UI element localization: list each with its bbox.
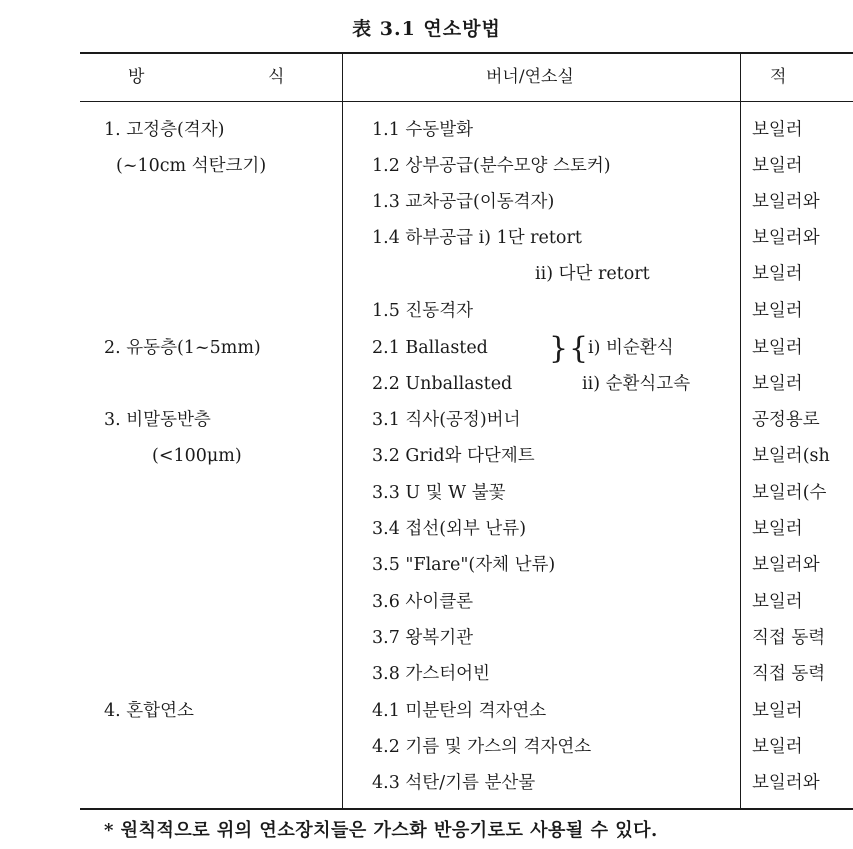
burner-row: 1.4 하부공급 i) 1단 retort bbox=[372, 228, 582, 248]
method-fixed-bed: 1. 고정층(격자) bbox=[104, 120, 225, 140]
header-application: 적 bbox=[770, 67, 787, 87]
burner-row: 2.1 Ballasted bbox=[372, 338, 488, 358]
method-mixed-combustion: 4. 혼합연소 bbox=[104, 701, 194, 721]
fluidized-type-1: i) 비순환식 bbox=[588, 338, 674, 358]
burner-row: 1.2 상부공급(분수모양 스토커) bbox=[372, 156, 611, 176]
application-cell: 보일러 bbox=[752, 519, 803, 539]
application-cell: 보일러와 bbox=[752, 228, 820, 248]
application-cell: 보일러 bbox=[752, 701, 803, 721]
application-cell: 보일러와 bbox=[752, 773, 820, 793]
burner-row: 4.2 기름 및 가스의 격자연소 bbox=[372, 737, 592, 757]
application-cell: 보일러와 bbox=[752, 192, 820, 212]
application-cell: 보일러와 bbox=[752, 555, 820, 575]
burner-row: 3.6 사이클론 bbox=[372, 592, 474, 612]
burner-row: 3.1 직사(공정)버너 bbox=[372, 410, 521, 430]
burner-row: 2.2 Unballasted bbox=[372, 374, 513, 394]
burner-row: 3.7 왕복기관 bbox=[372, 628, 474, 648]
table-header-rule bbox=[80, 101, 853, 102]
method-entrained-bed-size: (<100μm) bbox=[152, 446, 242, 466]
burner-row: 1.1 수동발화 bbox=[372, 120, 474, 140]
burner-row: 1.5 진동격자 bbox=[372, 301, 474, 321]
table-bottom-rule bbox=[80, 808, 853, 810]
application-cell: 보일러 bbox=[752, 374, 803, 394]
burner-row: 4.1 미분탄의 격자연소 bbox=[372, 701, 547, 721]
application-cell: 보일러 bbox=[752, 156, 803, 176]
application-cell: 직접 동력 bbox=[752, 628, 826, 648]
application-cell: 보일러 bbox=[752, 301, 803, 321]
application-cell: 직접 동력 bbox=[752, 664, 826, 684]
method-fixed-bed-size: (~10cm 석탄크기) bbox=[116, 156, 267, 176]
left-brace: { bbox=[569, 331, 589, 366]
burner-row: 3.4 접선(외부 난류) bbox=[372, 519, 527, 539]
application-cell: 보일러 bbox=[752, 120, 803, 140]
burner-row: 4.3 석탄/기름 분산물 bbox=[372, 773, 536, 793]
table-title: 表 3.1 연소방법 bbox=[352, 18, 501, 40]
right-brace: } bbox=[549, 331, 569, 366]
fluidized-type-2: ii) 순환식고속 bbox=[582, 374, 691, 394]
application-cell: 보일러 bbox=[752, 338, 803, 358]
application-cell: 보일러 bbox=[752, 264, 803, 284]
application-cell: 보일러(sh bbox=[752, 446, 830, 466]
application-cell: 보일러 bbox=[752, 737, 803, 757]
method-fluidized-bed: 2. 유동층(1~5mm) bbox=[104, 338, 261, 358]
table-top-rule bbox=[80, 52, 853, 54]
header-burner: 버너/연소실 bbox=[486, 67, 574, 87]
burner-row: 3.2 Grid와 다단제트 bbox=[372, 446, 535, 466]
burner-row: 3.5 "Flare"(자체 난류) bbox=[372, 555, 556, 575]
column-divider bbox=[342, 54, 343, 808]
method-entrained-bed: 3. 비말동반층 bbox=[104, 410, 211, 430]
burner-row: 3.8 가스터어빈 bbox=[372, 664, 490, 684]
burner-row: 3.3 U 및 W 불꽃 bbox=[372, 483, 506, 503]
application-cell: 공정용로 bbox=[752, 410, 820, 430]
header-method-left: 방 bbox=[128, 67, 145, 87]
burner-row: 1.3 교차공급(이동격자) bbox=[372, 192, 555, 212]
column-divider bbox=[740, 54, 741, 808]
application-cell: 보일러(수 bbox=[752, 483, 827, 503]
application-cell: 보일러 bbox=[752, 592, 803, 612]
header-method-right: 식 bbox=[268, 67, 285, 87]
burner-row: ii) 다단 retort bbox=[535, 264, 650, 284]
table-footnote: * 원칙적으로 위의 연소장치들은 가스화 반응기로도 사용될 수 있다. bbox=[104, 820, 658, 841]
